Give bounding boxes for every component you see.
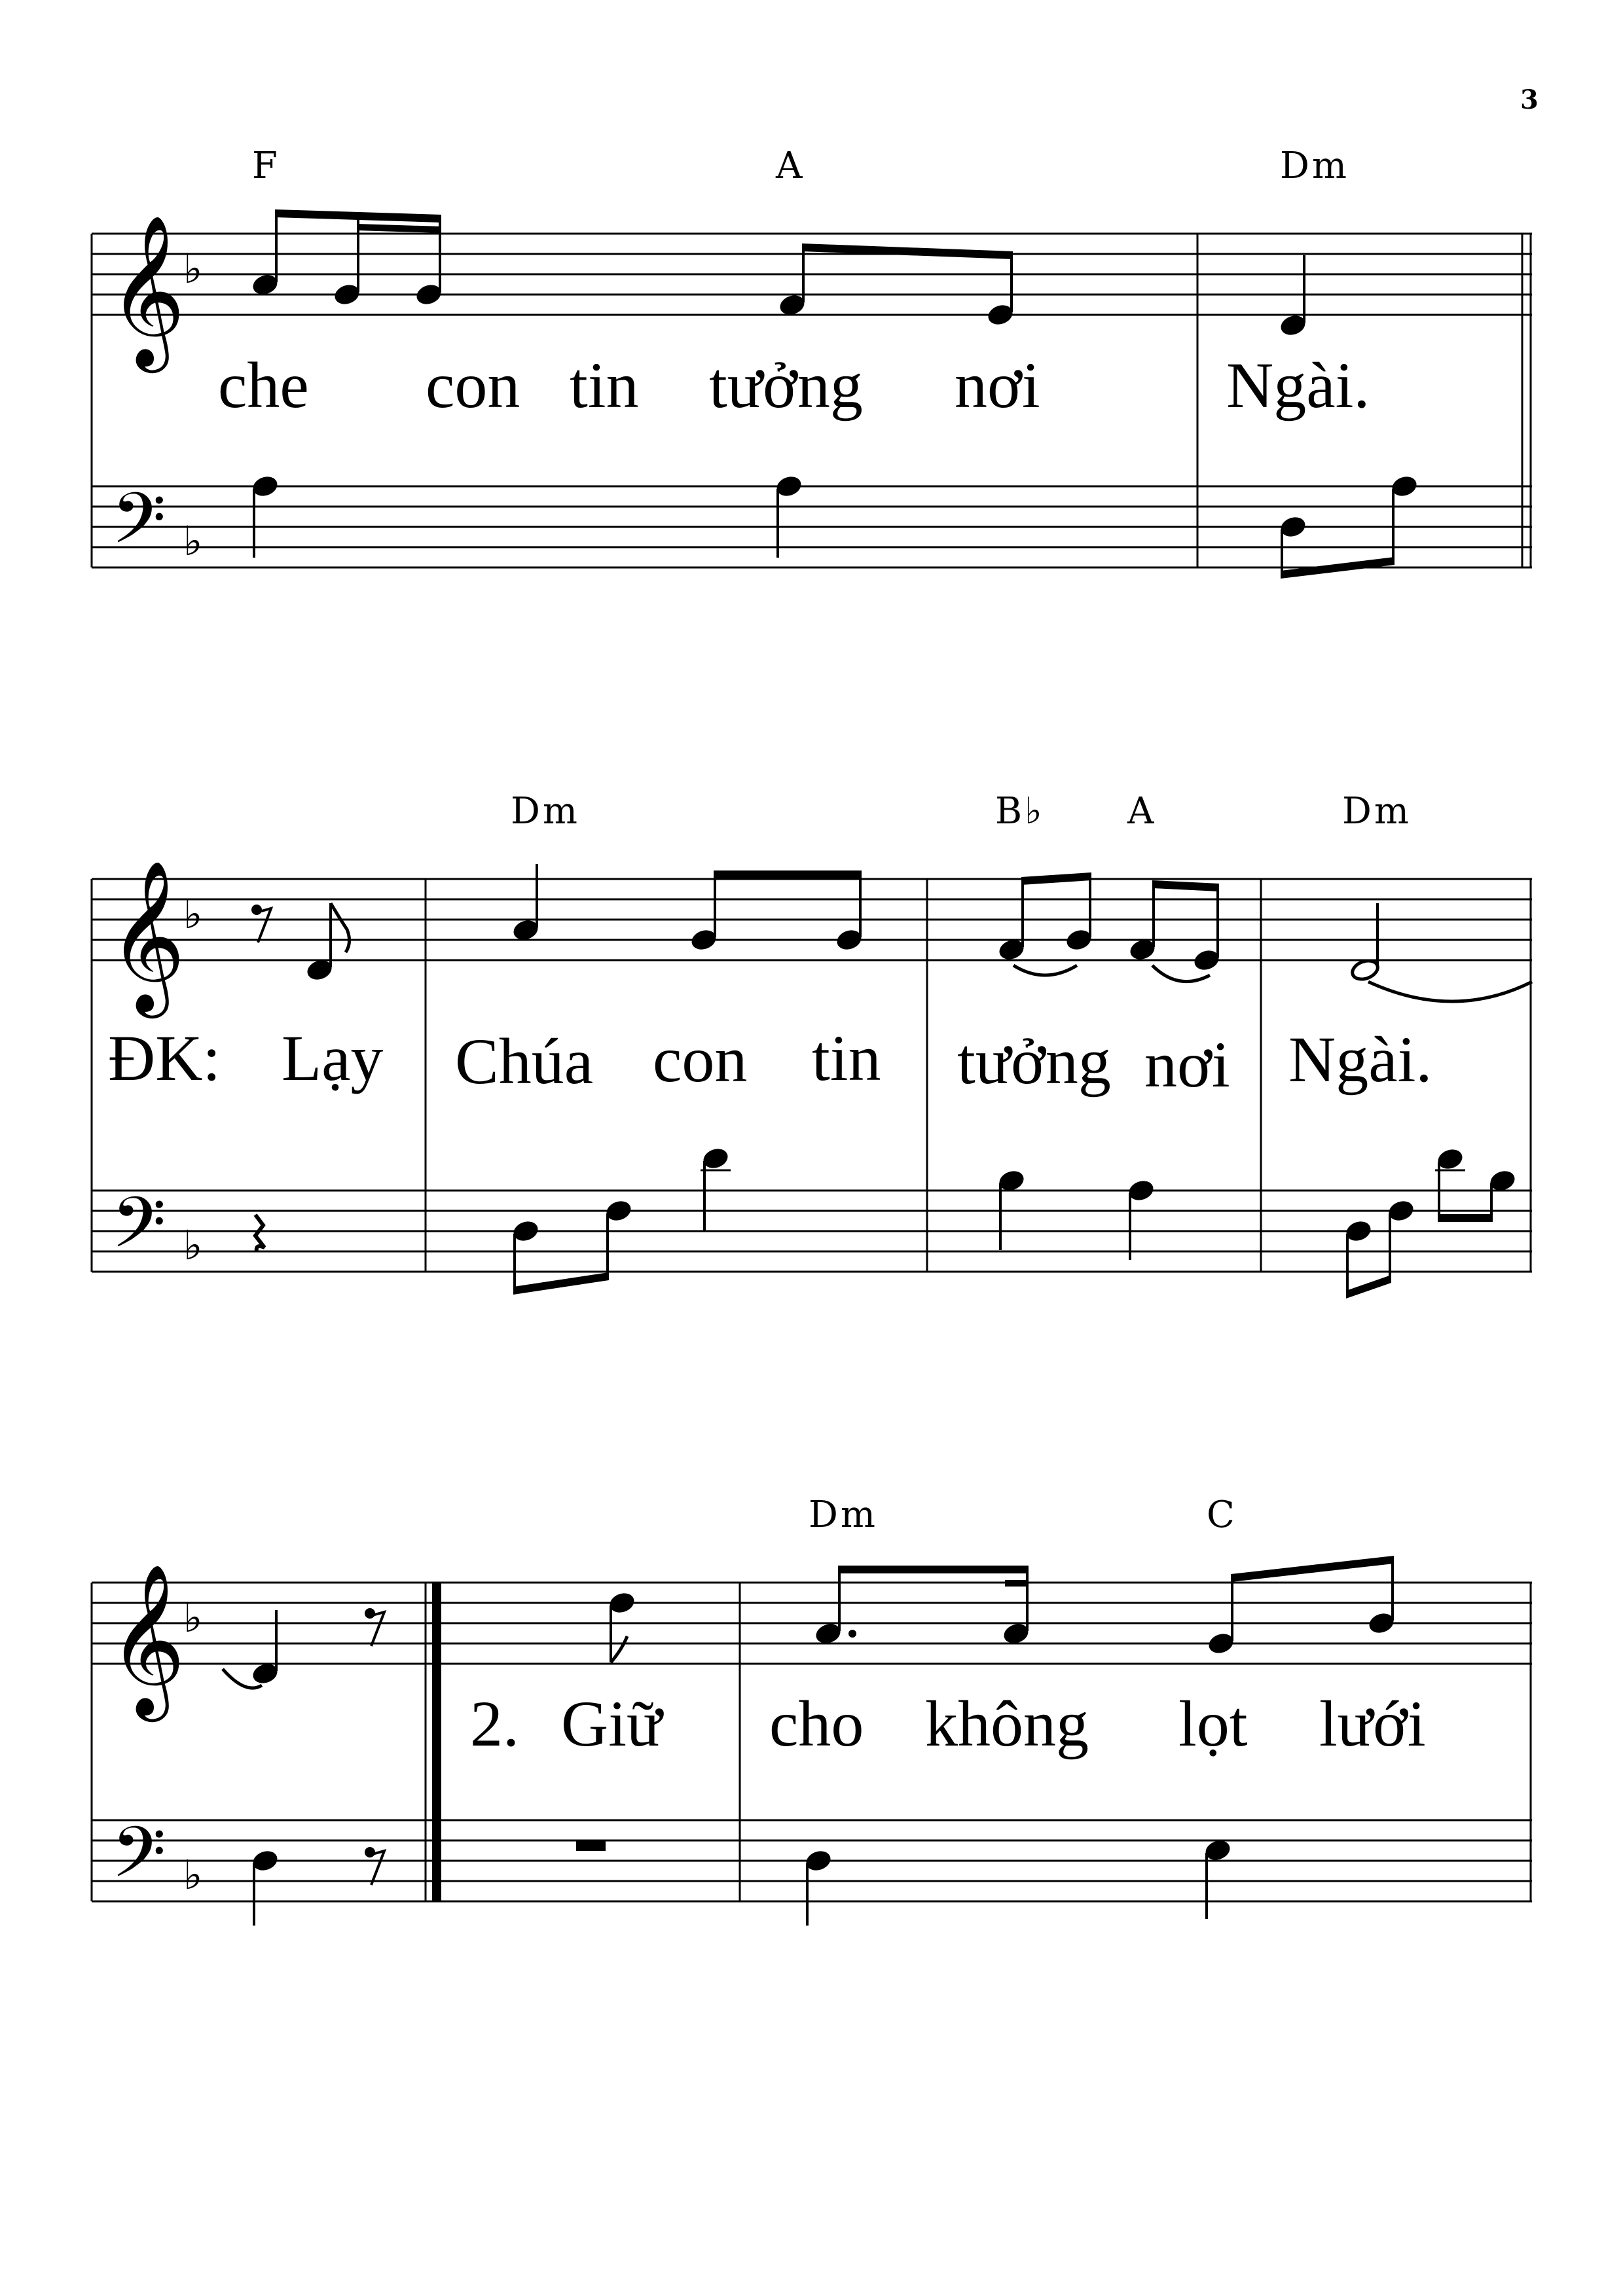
lyric-syllable: con <box>653 1023 748 1096</box>
lyric-syllable: Chúa <box>455 1025 594 1098</box>
key-signature-flat: ♭ <box>183 1221 203 1269</box>
key-signature-flat: ♭ <box>183 517 203 565</box>
chord-symbol: A <box>776 145 805 187</box>
lyric-label: ĐK: <box>108 1022 221 1094</box>
page-number: 3 <box>1520 84 1539 115</box>
lyric-syllable: tin <box>570 349 639 422</box>
bass-clef-icon: 𝄢 <box>111 1181 166 1281</box>
bass-clef-icon: 𝄢 <box>111 477 166 577</box>
chord-symbol: B♭ <box>995 790 1045 833</box>
chord-symbol: F <box>252 145 280 187</box>
bass-notes-2 <box>255 1145 1518 1299</box>
chord-symbol: Dm <box>1342 790 1412 833</box>
chord-symbol: C <box>1207 1494 1237 1536</box>
lyric-syllable: lọt <box>1178 1687 1248 1760</box>
lyric-syllable: tin <box>812 1022 881 1094</box>
key-signature-flat: ♭ <box>183 1851 203 1899</box>
lyric-syllable: tưởng <box>709 349 863 422</box>
chord-symbol: Dm <box>1280 145 1349 187</box>
lyric-syllable: Ngài. <box>1288 1023 1432 1096</box>
chord-symbol: Dm <box>511 790 580 833</box>
treble-notes-3 <box>223 1556 1396 1688</box>
chord-symbol: Dm <box>809 1494 878 1536</box>
treble-clef-icon: 𝄞 <box>108 1563 186 1715</box>
lyric-syllable: Ngài. <box>1226 349 1370 422</box>
lyric-syllable: Lạy <box>282 1022 384 1094</box>
lyric-syllable: che <box>218 349 309 422</box>
key-signature-flat: ♭ <box>183 1594 203 1641</box>
lyric-syllable: cho <box>769 1687 864 1760</box>
bass-staff-2 <box>92 1191 1532 1272</box>
lyric-syllable: Giữ <box>561 1687 663 1760</box>
bass-clef-icon: 𝄢 <box>111 1811 166 1910</box>
treble-clef-icon: 𝄞 <box>108 859 186 1012</box>
lyric-syllable: tưởng <box>957 1025 1111 1098</box>
treble-staff-2 <box>92 879 1532 960</box>
verse-number: 2. <box>470 1687 519 1760</box>
treble-notes-2 <box>251 864 1532 1001</box>
lyric-syllable: nơi <box>1144 1028 1230 1101</box>
key-signature-flat: ♭ <box>183 245 203 293</box>
bass-staff-1 <box>92 486 1532 567</box>
lyric-syllable: nơi <box>955 349 1040 422</box>
lyric-syllable: con <box>426 349 520 422</box>
treble-staff-3 <box>92 1583 1532 1664</box>
key-signature-flat: ♭ <box>183 890 203 938</box>
chord-symbol: A <box>1127 790 1157 833</box>
treble-clef-icon: 𝄞 <box>108 214 186 367</box>
lyric-syllable: không <box>925 1687 1089 1760</box>
lyric-syllable: lưới <box>1319 1687 1426 1760</box>
